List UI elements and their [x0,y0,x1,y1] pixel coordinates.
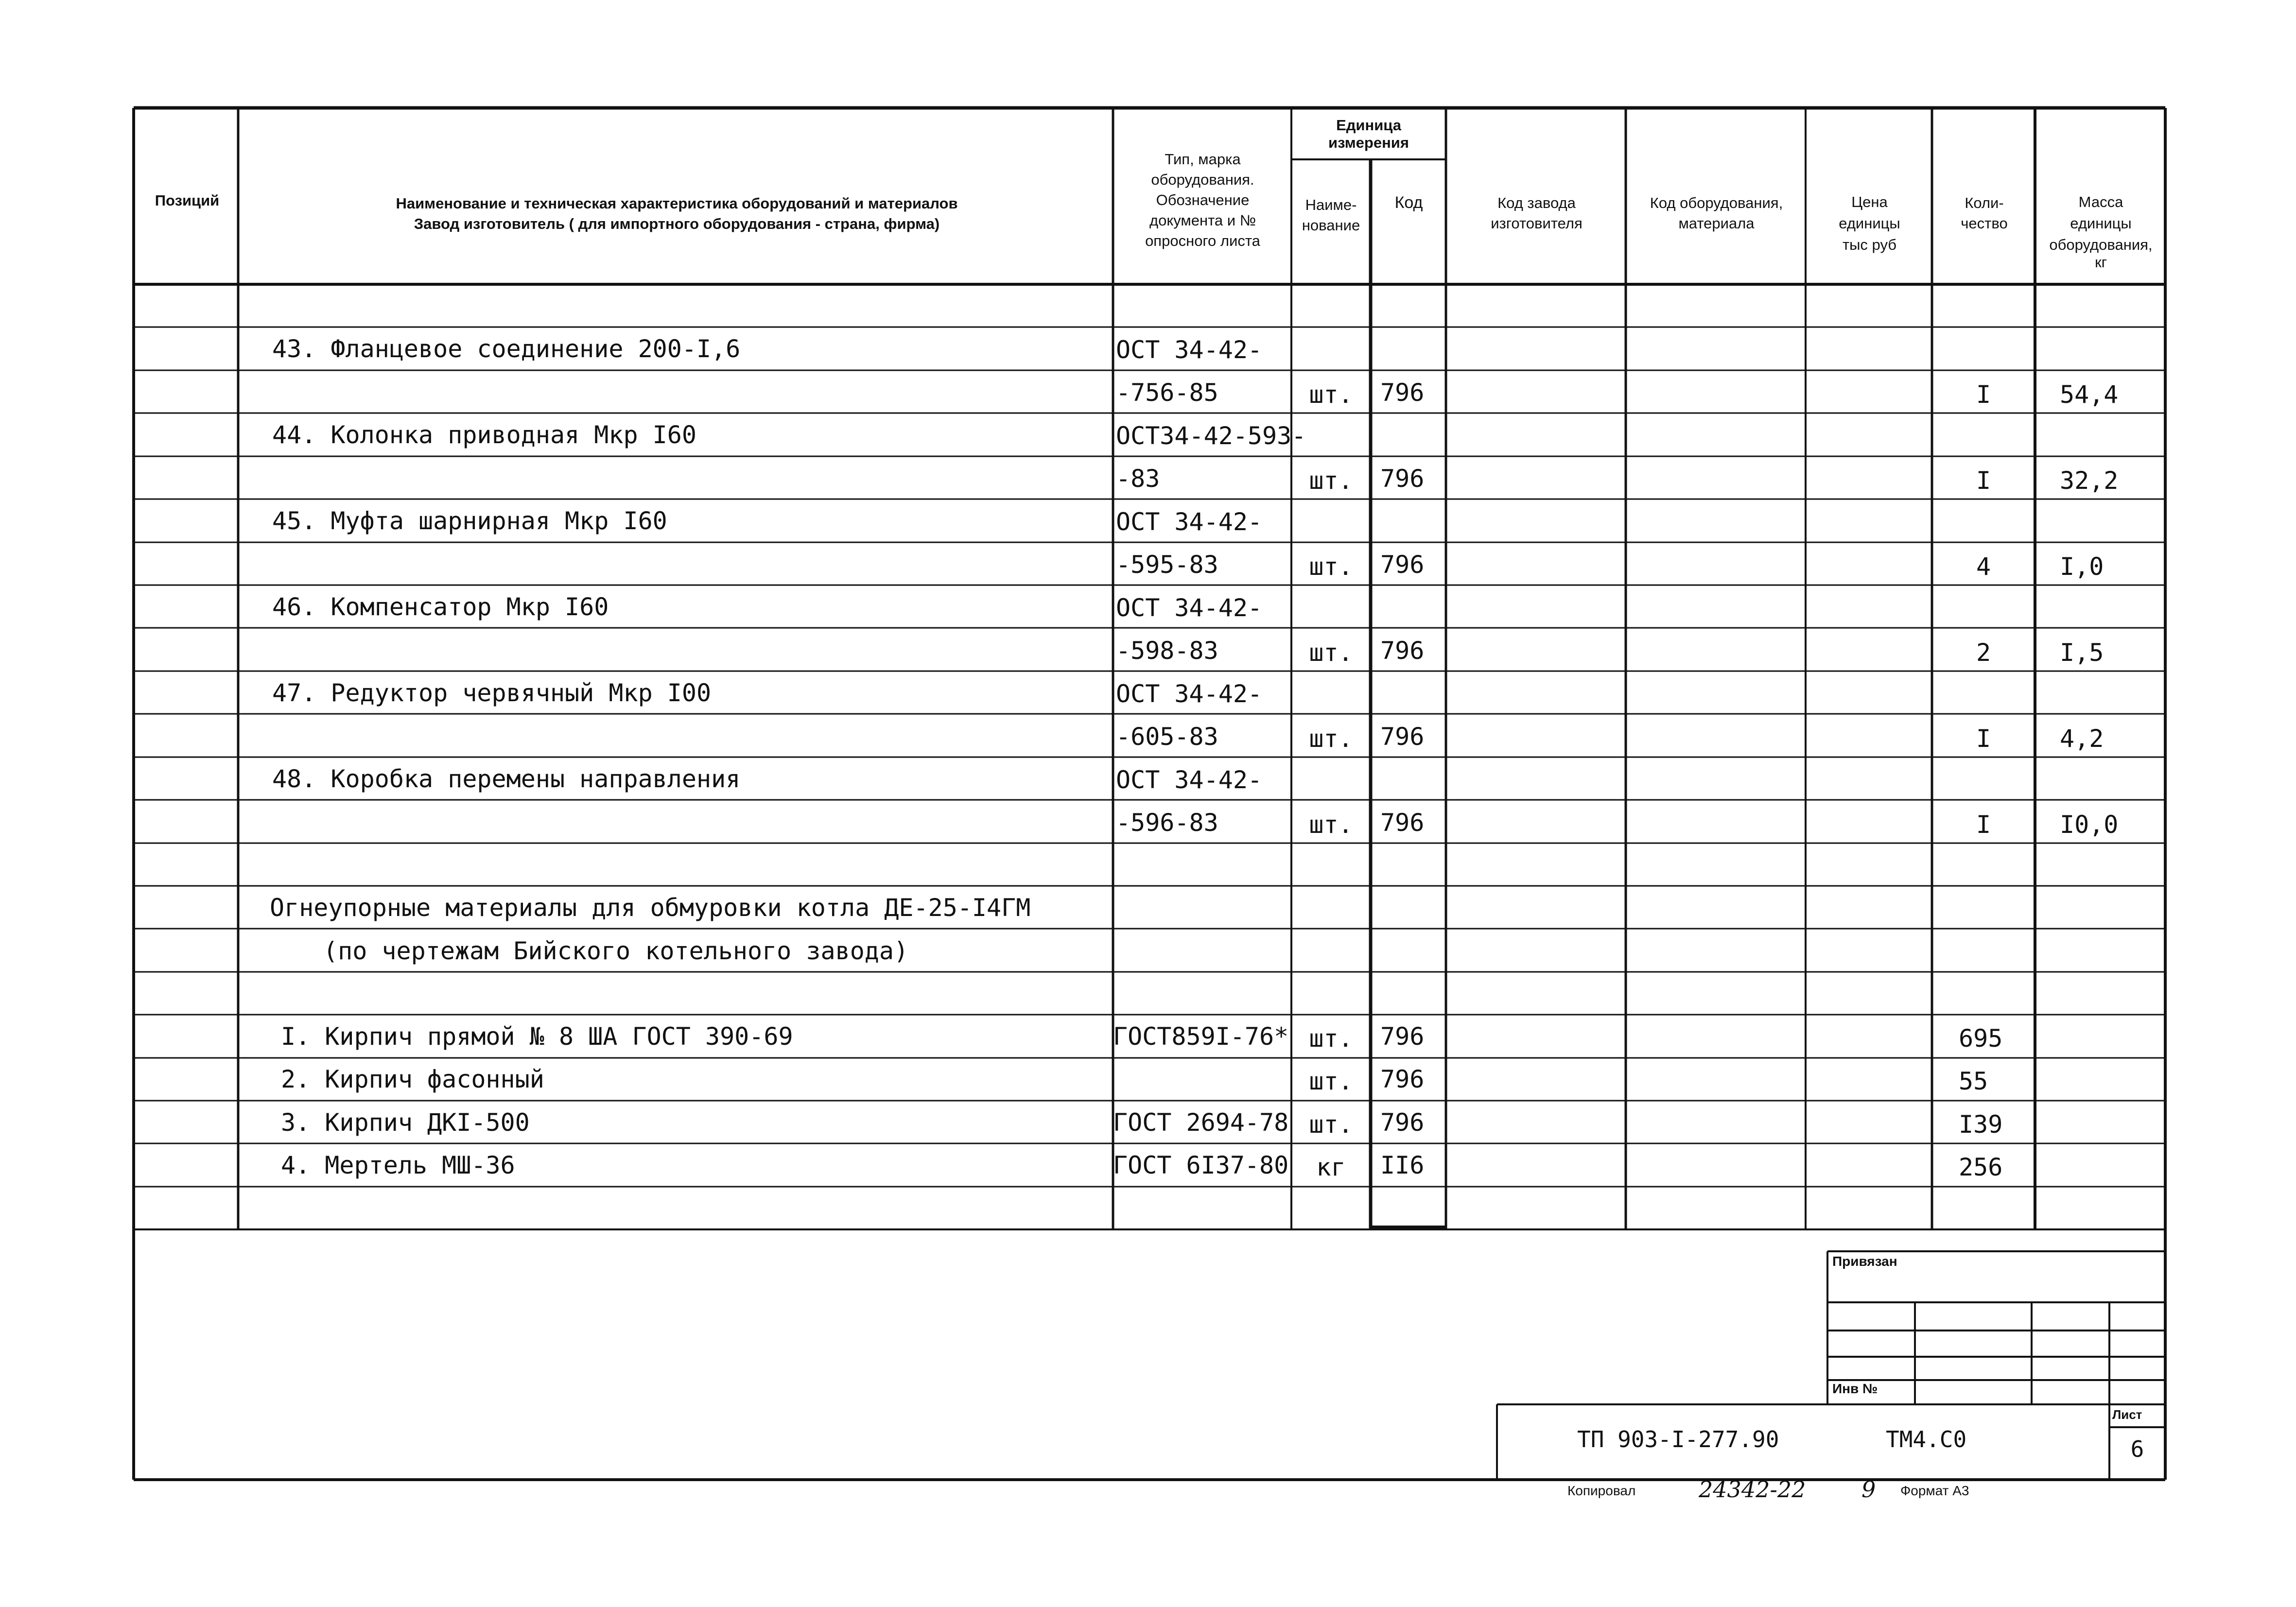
row-name: 46. Компенсатор Мкр I60 [272,593,609,621]
material-unit: кг [1316,1153,1346,1181]
material-qty: I39 [1959,1110,2003,1139]
material-doc: ГОСТ 2694-78 [1113,1108,1289,1137]
material-code: 796 [1380,1065,1425,1093]
row-mass: I0,0 [2060,811,2119,839]
row-doc: ОСТ 34-42- [1116,508,1263,536]
row-doc: ОСТ 34-42- [1116,594,1263,622]
row-doc: -756-85 [1116,379,1218,407]
header-name-line1: Наименование и техническая характеристика оборудований и материалов [396,195,958,212]
row-doc: -83 [1116,465,1160,493]
stamp-mark: ТМ4.С0 [1886,1426,1967,1452]
row-doc: -605-83 [1116,723,1218,751]
row-mass: 54,4 [2060,380,2119,409]
material-doc: ГОСТ 6I37-80 [1113,1151,1289,1179]
row-unit: шт. [1309,380,1353,409]
material-code: II6 [1380,1151,1425,1179]
header-unit-group: измерения [1328,134,1409,151]
row-unit: шт. [1309,467,1353,495]
stamp-sheet-label: Лист [2112,1407,2142,1422]
header-mass: единицы [2070,215,2132,232]
row-qty: I [1976,380,1991,409]
header-position: Позиций [155,192,220,209]
row-qty: I [1976,725,1991,753]
header-factory-code: изготовителя [1491,215,1583,232]
header-quantity: чество [1961,215,2008,232]
material-name: 3. Кирпич ДКI-500 [281,1108,530,1137]
header-equipment-code: Код оборудования, [1650,194,1783,211]
material-qty: 256 [1959,1153,2003,1181]
header-mass: оборудования, [2049,236,2153,253]
material-name: 2. Кирпич фасонный [281,1065,544,1093]
footer-copied-label: Копировал [1567,1483,1636,1498]
material-qty: 55 [1959,1067,1988,1095]
row-doc: ОСТ34-42-593- [1116,422,1306,450]
material-unit: шт. [1309,1024,1353,1053]
row-doc: ОСТ 34-42- [1116,680,1263,708]
header-quantity: Коли- [1965,194,2004,211]
row-unit: шт. [1309,725,1353,753]
header-price: тыс руб [1842,236,1897,253]
material-unit: шт. [1309,1110,1353,1139]
header-mass: Масса [2078,193,2123,210]
row-code: 796 [1380,465,1425,493]
header-type-line: Тип, марка [1165,151,1241,168]
header-price: Цена [1851,193,1888,210]
row-code: 796 [1380,723,1425,751]
header-unit-name: Наиме- [1305,196,1357,213]
row-mass: I,0 [2060,553,2104,581]
footer-order-number: 24342-22 [1699,1476,1806,1503]
material-unit: шт. [1309,1067,1353,1095]
header-unit-name: нование [1302,217,1360,234]
material-name: I. Кирпич прямой № 8 ША ГОСТ 390-69 [281,1022,793,1051]
header-factory-code: Код завода [1497,194,1576,211]
row-doc: -596-83 [1116,809,1218,837]
stamp-inv-label: Инв № [1832,1381,1878,1396]
row-unit: шт. [1309,553,1353,581]
header-unit-group: Единица [1336,117,1401,134]
footer-number: 9 [1861,1476,1876,1503]
material-qty: 695 [1959,1024,2003,1053]
row-qty: 4 [1976,553,1991,581]
header-name-line2: Завод изготовитель ( для импортного оборудования - страна, фирма) [414,215,940,232]
row-name: 48. Коробка перемены направления [272,765,741,793]
section-subtitle: (по чертежам Бийского котельного завода) [323,937,909,965]
stamp-sheet-number: 6 [2130,1436,2144,1462]
section-title: Огнеупорные материалы для обмуровки котла ДЕ-25-I4ГМ [270,894,1031,922]
row-mass: I,5 [2060,639,2104,667]
material-code: 796 [1380,1108,1425,1137]
row-mass: 4,2 [2060,725,2104,753]
row-doc: ОСТ 34-42- [1116,766,1263,794]
header-unit-code: Код [1394,193,1423,212]
row-code: 796 [1380,637,1425,665]
row-qty: I [1976,467,1991,495]
row-doc: -595-83 [1116,551,1218,579]
material-name: 4. Мертель МШ-36 [281,1151,515,1179]
stamp-bound-label: Привязан [1832,1254,1897,1269]
material-doc: ГОСТ859I-76* [1113,1022,1289,1051]
header-type-line: опросного листа [1145,232,1260,249]
footer-format: Формат А3 [1900,1483,1969,1498]
header-type-line: Обозначение [1156,191,1250,208]
row-unit: шт. [1309,811,1353,839]
row-name: 43. Фланцевое соединение 200-I,6 [272,335,741,363]
row-name: 45. Муфта шарнирная Мкр I60 [272,507,667,535]
row-qty: I [1976,811,1991,839]
material-code: 796 [1380,1022,1425,1051]
header-type-line: документа и № [1149,212,1256,229]
row-doc: -598-83 [1116,637,1218,665]
row-qty: 2 [1976,639,1991,667]
header-type-line: оборудования. [1151,171,1254,188]
row-code: 796 [1380,379,1425,407]
header-equipment-code: материала [1678,215,1755,232]
row-doc: ОСТ 34-42- [1116,336,1263,364]
row-name: 44. Колонка приводная Мкр I60 [272,421,696,449]
row-code: 796 [1380,551,1425,579]
row-mass: 32,2 [2060,467,2119,495]
header-price: единицы [1839,215,1900,232]
row-code: 796 [1380,809,1425,837]
stamp-designation: ТП 903-I-277.90 [1577,1426,1779,1452]
row-name: 47. Редуктор червячный Мкр I00 [272,679,712,707]
row-unit: шт. [1309,639,1353,667]
header-mass: кг [2095,254,2107,271]
